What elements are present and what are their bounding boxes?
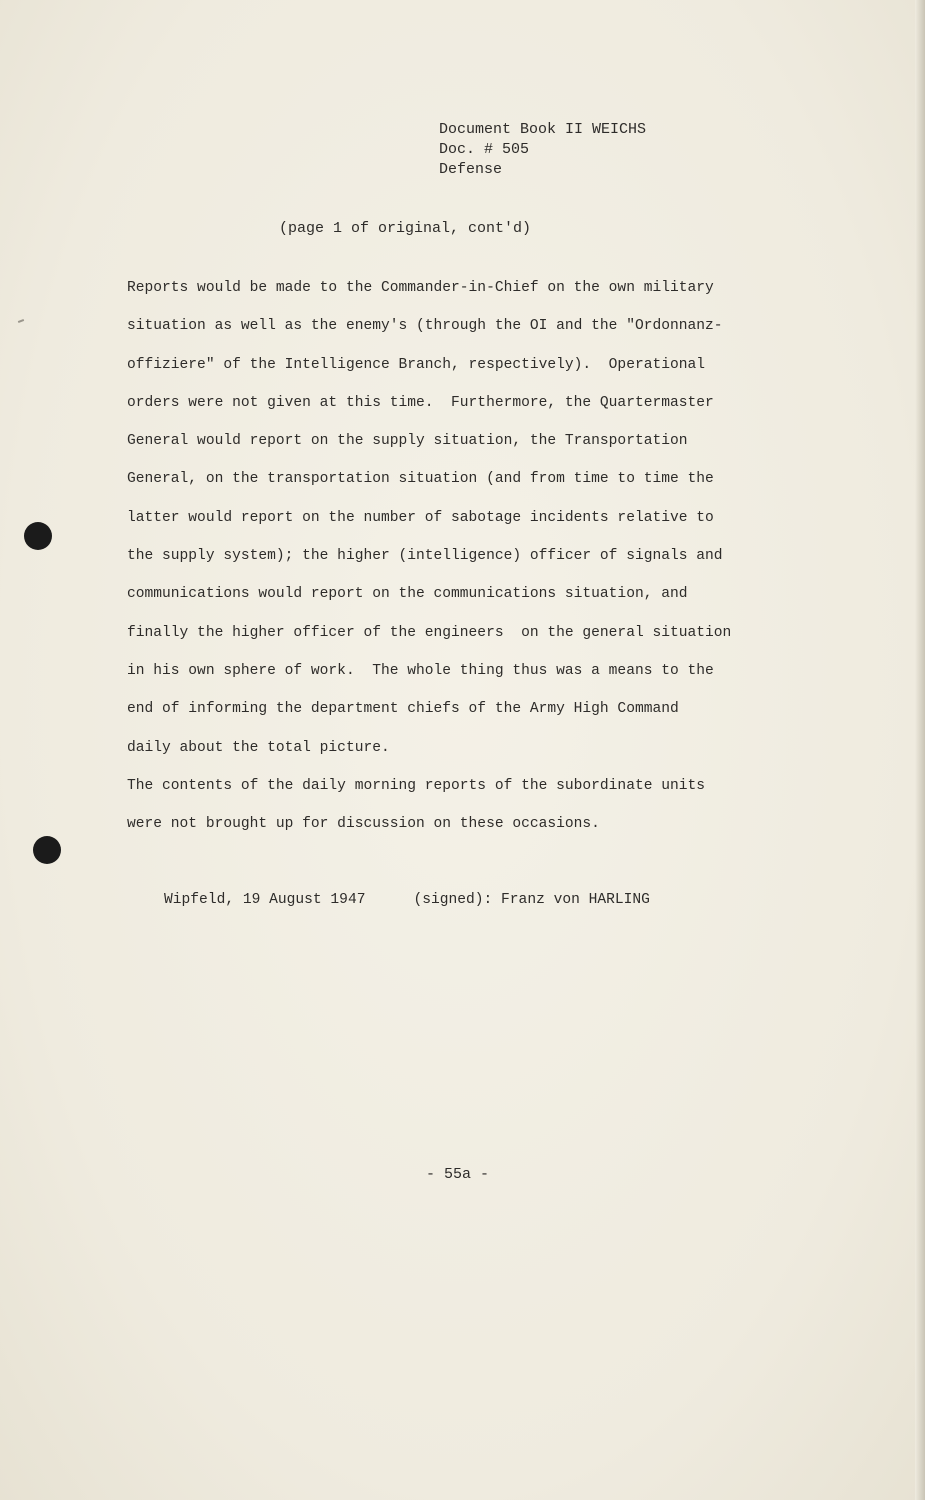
header-doc-number: Doc. # 505 xyxy=(439,141,530,158)
body-line: daily about the total picture. xyxy=(127,739,390,756)
body-line: latter would report on the number of sabotage incidents relative to xyxy=(127,509,714,526)
body-line: General, on the transportation situation (and from time to time the xyxy=(127,471,714,488)
body-line: General would report on the supply situation, the Transportation xyxy=(127,433,688,450)
body-line: offiziere" of the Intelligence Branch, respectively). Operational xyxy=(127,356,706,373)
body-line: Reports would be made to the Commander-in-Chief on the own military xyxy=(127,280,714,296)
body-line: the supply system); the higher (intelligence) officer of signals and xyxy=(127,548,723,565)
body-line: finally the higher officer of the engineers on the general situation xyxy=(127,624,732,641)
body-line: in his own sphere of work. The whole thing thus was a means to the xyxy=(127,662,714,679)
signed-by: (signed): Franz von HARLING xyxy=(413,892,650,908)
page-subheading: (page 1 of original, cont'd) xyxy=(279,220,532,237)
body-text xyxy=(127,278,807,852)
header-document-book: Document Book II WEICHS xyxy=(439,121,647,138)
punch-hole xyxy=(33,836,61,864)
body-line: communications would report on the communications situation, and xyxy=(127,586,688,603)
body-line: The contents of the daily morning reports of the subordinate units xyxy=(127,777,706,794)
place-date: Wipfeld, 19 August 1947 xyxy=(164,892,366,908)
signature-line xyxy=(129,876,650,924)
body-line: orders were not given at this time. Furthermore, the Quartermaster xyxy=(127,394,714,411)
header-defense: Defense xyxy=(439,161,503,178)
body-line: end of informing the department chiefs of the Army High Command xyxy=(127,701,679,718)
body-line: situation as well as the enemy's (through the OI and the "Ordonnanz- xyxy=(127,318,723,335)
page-edge-shadow xyxy=(915,0,925,1500)
punch-hole xyxy=(24,522,52,550)
body-line: were not brought up for discussion on these occasions. xyxy=(127,816,600,833)
document-header xyxy=(439,120,646,180)
page-number: - 55a - xyxy=(426,1166,490,1183)
paper-mark xyxy=(18,319,24,323)
